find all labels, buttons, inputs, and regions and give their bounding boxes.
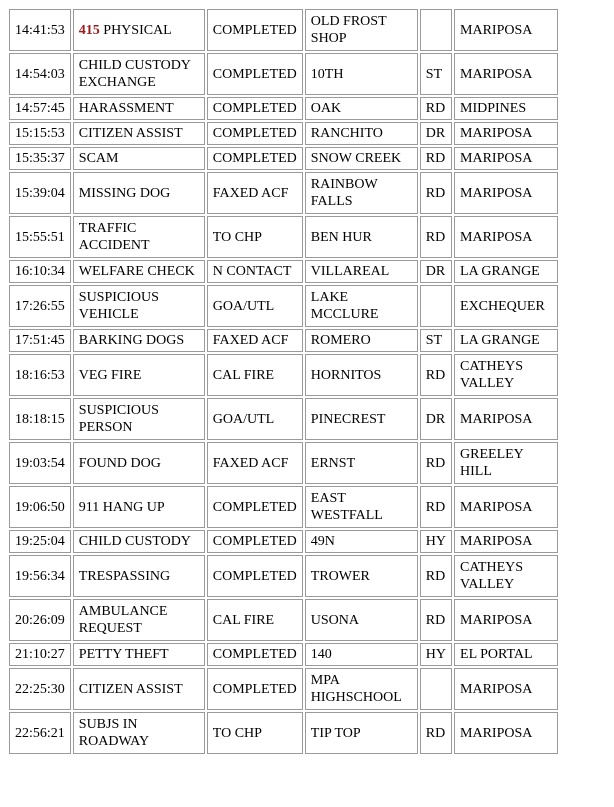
street-suffix-cell: RD <box>420 354 452 396</box>
city-cell: MARIPOSA <box>454 122 558 145</box>
call-type-cell <box>73 285 205 327</box>
disposition-cell: COMPLETED <box>207 53 303 95</box>
street-cell: USONA <box>305 599 418 641</box>
city-cell: MARIPOSA <box>454 9 558 51</box>
call-type-label: CHILD CUSTODY EXCHANGE <box>78 58 191 90</box>
city-cell: MARIPOSA <box>454 530 558 553</box>
city-cell: CATHEYS VALLEY <box>454 354 558 396</box>
call-type-cell <box>73 599 205 641</box>
street-cell: SNOW CREEK <box>305 147 418 170</box>
disposition-cell: COMPLETED <box>207 147 303 170</box>
time-cell: 14:54:03 <box>9 53 71 95</box>
disposition-cell: N CONTACT <box>207 260 303 283</box>
street-suffix-cell: RD <box>420 599 452 641</box>
call-type-cell <box>73 398 205 440</box>
disposition-cell: COMPLETED <box>207 9 303 51</box>
call-log-body <box>9 9 558 754</box>
time-cell: 15:55:51 <box>9 216 71 258</box>
disposition-cell: GOA/UTL <box>207 398 303 440</box>
call-type-label: TRESPASSING <box>78 568 171 584</box>
time-cell: 22:56:21 <box>9 712 71 754</box>
disposition-cell: FAXED ACF <box>207 172 303 214</box>
call-type-cell <box>73 172 205 214</box>
call-log-table <box>7 7 560 756</box>
call-type-label: MISSING DOG <box>78 185 171 201</box>
call-type-cell <box>73 555 205 597</box>
table-row <box>9 712 558 754</box>
street-suffix-cell: ST <box>420 53 452 95</box>
disposition-cell: COMPLETED <box>207 530 303 553</box>
city-cell: MARIPOSA <box>454 398 558 440</box>
call-type-cell <box>73 9 205 51</box>
time-cell: 17:51:45 <box>9 329 71 352</box>
call-type-label: 911 HANG UP <box>78 499 165 515</box>
street-suffix-cell: RD <box>420 172 452 214</box>
city-cell: MARIPOSA <box>454 172 558 214</box>
disposition-cell: CAL FIRE <box>207 599 303 641</box>
city-cell: MARIPOSA <box>454 712 558 754</box>
street-cell: TIP TOP <box>305 712 418 754</box>
street-cell: EAST WESTFALL <box>305 486 418 528</box>
disposition-cell: GOA/UTL <box>207 285 303 327</box>
street-cell: OAK <box>305 97 418 120</box>
city-cell: MARIPOSA <box>454 147 558 170</box>
street-cell: OLD FROST SHOP <box>305 9 418 51</box>
city-cell: LA GRANGE <box>454 260 558 283</box>
street-suffix-cell: ST <box>420 329 452 352</box>
table-row <box>9 9 558 51</box>
call-type-cell <box>73 643 205 666</box>
call-type-label: BARKING DOGS <box>78 333 185 348</box>
time-cell: 18:18:15 <box>9 398 71 440</box>
time-cell: 21:10:27 <box>9 643 71 666</box>
call-type-cell <box>73 486 205 528</box>
table-row <box>9 530 558 553</box>
street-cell: 49N <box>305 530 418 553</box>
time-cell: 15:15:53 <box>9 122 71 145</box>
call-type-cell <box>73 442 205 484</box>
time-cell: 16:10:34 <box>9 260 71 283</box>
table-row <box>9 329 558 352</box>
time-cell: 14:57:45 <box>9 97 71 120</box>
street-cell: ERNST <box>305 442 418 484</box>
street-cell: VILLAREAL <box>305 260 418 283</box>
table-row <box>9 442 558 484</box>
street-cell: RAINBOW FALLS <box>305 172 418 214</box>
call-type-label: FOUND DOG <box>78 455 161 471</box>
city-cell: CATHEYS VALLEY <box>454 555 558 597</box>
table-row <box>9 172 558 214</box>
disposition-cell: TO CHP <box>207 216 303 258</box>
time-cell: 17:26:55 <box>9 285 71 327</box>
call-type-label: CHILD CUSTODY <box>78 534 191 549</box>
disposition-cell: COMPLETED <box>207 668 303 710</box>
call-type-label: WELFARE CHECK <box>78 264 195 279</box>
street-cell: MPA HIGHSCHOOL <box>305 668 418 710</box>
time-cell: 22:25:30 <box>9 668 71 710</box>
table-row <box>9 53 558 95</box>
street-suffix-cell: RD <box>420 486 452 528</box>
disposition-cell: FAXED ACF <box>207 329 303 352</box>
call-type-label: PETTY THEFT <box>78 647 169 662</box>
call-type-cell <box>73 530 205 553</box>
call-type-label: SUBJS IN ROADWAY <box>78 717 150 749</box>
call-type-cell <box>73 216 205 258</box>
disposition-cell: TO CHP <box>207 712 303 754</box>
disposition-cell: COMPLETED <box>207 555 303 597</box>
table-row <box>9 147 558 170</box>
time-cell: 19:06:50 <box>9 486 71 528</box>
city-cell: EL PORTAL <box>454 643 558 666</box>
city-cell: MIDPINES <box>454 97 558 120</box>
street-suffix-cell <box>420 9 452 51</box>
time-cell: 19:56:34 <box>9 555 71 597</box>
call-type-label: SUSPICIOUS PERSON <box>78 403 159 435</box>
time-cell: 18:16:53 <box>9 354 71 396</box>
city-cell: EXCHEQUER <box>454 285 558 327</box>
call-type-label: CITIZEN ASSIST <box>78 681 183 697</box>
city-cell: MARIPOSA <box>454 599 558 641</box>
street-suffix-cell: RD <box>420 216 452 258</box>
city-cell: LA GRANGE <box>454 329 558 352</box>
disposition-cell: COMPLETED <box>207 486 303 528</box>
table-row <box>9 122 558 145</box>
time-cell: 19:25:04 <box>9 530 71 553</box>
table-row <box>9 668 558 710</box>
call-type-cell <box>73 53 205 95</box>
street-cell: 140 <box>305 643 418 666</box>
disposition-cell: COMPLETED <box>207 643 303 666</box>
call-type-cell <box>73 712 205 754</box>
call-type-label: HARASSMENT <box>78 101 174 116</box>
city-cell: MARIPOSA <box>454 53 558 95</box>
call-type-label: CITIZEN ASSIST <box>78 126 183 141</box>
call-type-label: SCAM <box>78 151 119 166</box>
table-row <box>9 599 558 641</box>
disposition-cell: COMPLETED <box>207 97 303 120</box>
disposition-cell: FAXED ACF <box>207 442 303 484</box>
street-cell: RANCHITO <box>305 122 418 145</box>
street-cell: 10TH <box>305 53 418 95</box>
street-suffix-cell: DR <box>420 398 452 440</box>
table-row <box>9 97 558 120</box>
call-type-label: TRAFFIC ACCIDENT <box>78 221 150 253</box>
call-type-label: PHYSICAL <box>99 22 172 38</box>
table-row <box>9 354 558 396</box>
call-type-cell <box>73 122 205 145</box>
call-type-cell <box>73 97 205 120</box>
call-type-label: VEG FIRE <box>78 367 142 383</box>
call-type-cell <box>73 260 205 283</box>
street-suffix-cell: RD <box>420 442 452 484</box>
street-suffix-cell: DR <box>420 260 452 283</box>
street-cell: PINECREST <box>305 398 418 440</box>
table-row <box>9 398 558 440</box>
table-row <box>9 643 558 666</box>
street-suffix-cell <box>420 285 452 327</box>
time-cell: 15:35:37 <box>9 147 71 170</box>
disposition-cell: CAL FIRE <box>207 354 303 396</box>
call-type-cell <box>73 329 205 352</box>
street-suffix-cell: RD <box>420 147 452 170</box>
street-suffix-cell: HY <box>420 530 452 553</box>
city-cell: MARIPOSA <box>454 486 558 528</box>
street-suffix-cell: RD <box>420 712 452 754</box>
table-row <box>9 555 558 597</box>
time-cell: 15:39:04 <box>9 172 71 214</box>
time-cell: 20:26:09 <box>9 599 71 641</box>
street-suffix-cell: DR <box>420 122 452 145</box>
street-cell: BEN HUR <box>305 216 418 258</box>
call-type-cell <box>73 668 205 710</box>
call-type-label: AMBULANCE REQUEST <box>78 604 168 636</box>
street-suffix-cell <box>420 668 452 710</box>
call-type-cell <box>73 354 205 396</box>
street-cell: HORNITOS <box>305 354 418 396</box>
street-cell: TROWER <box>305 555 418 597</box>
table-row <box>9 260 558 283</box>
table-row <box>9 486 558 528</box>
city-cell: MARIPOSA <box>454 216 558 258</box>
call-code: 415 <box>78 22 100 38</box>
city-cell: GREELEY HILL <box>454 442 558 484</box>
street-cell: LAKE MCCLURE <box>305 285 418 327</box>
table-row <box>9 216 558 258</box>
call-type-label: SUSPICIOUS VEHICLE <box>78 290 159 322</box>
city-cell: MARIPOSA <box>454 668 558 710</box>
table-row <box>9 285 558 327</box>
street-suffix-cell: RD <box>420 97 452 120</box>
street-suffix-cell: HY <box>420 643 452 666</box>
call-type-cell <box>73 147 205 170</box>
time-cell: 14:41:53 <box>9 9 71 51</box>
time-cell: 19:03:54 <box>9 442 71 484</box>
street-suffix-cell: RD <box>420 555 452 597</box>
disposition-cell: COMPLETED <box>207 122 303 145</box>
street-cell: ROMERO <box>305 329 418 352</box>
